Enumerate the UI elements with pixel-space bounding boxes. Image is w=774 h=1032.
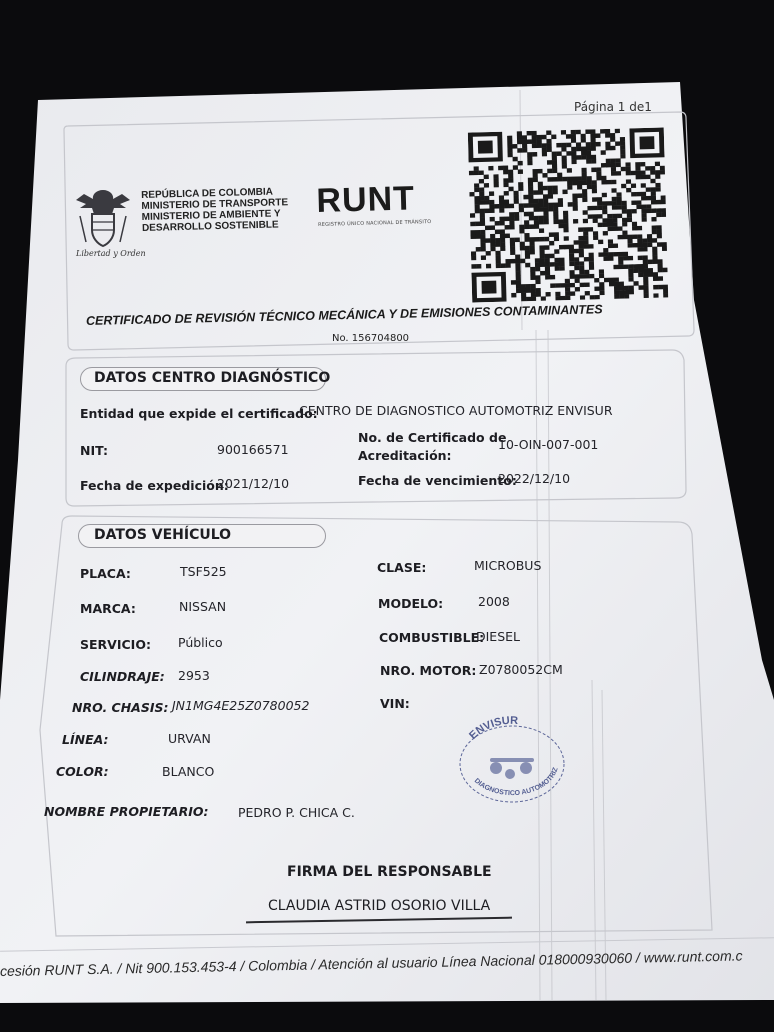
marca-label: MARCA: [80, 601, 136, 616]
nit-label: NIT: [80, 443, 108, 458]
cilindraje-label: CILINDRAJE: [80, 669, 165, 684]
gov-line: MINISTERIO DE TRANSPORTE [141, 197, 289, 212]
footer-text: cesión RUNT S.A. / Nit 900.153.453-4 / Colombia / Atención al usuario Línea Nacional 018000930060 / www.runt.com.c [0, 947, 743, 979]
modelo-value: 2008 [478, 594, 510, 609]
placa-label: PLACA: [80, 566, 131, 581]
signature-title: FIRMA DEL RESPONSABLE [287, 864, 492, 880]
stamp-text-bottom: DIAGNOSTICO AUTOMOTRIZ [472, 766, 560, 798]
vencimiento-label: Fecha de vencimiento: [358, 473, 517, 488]
motto-text: Libertad y Orden [76, 249, 146, 258]
linea-label: LÍNEA: [62, 732, 109, 747]
section-title-vehiculo: DATOS VEHÍCULO [94, 527, 232, 543]
acreditacion-value: 10-OIN-007-001 [498, 437, 599, 452]
svg-text:ENVISUR [467, 715, 518, 742]
chasis-value: JN1MG4E25Z0780052 [172, 698, 310, 713]
signature-name: CLAUDIA ASTRID OSORIO VILLA [268, 898, 491, 914]
svg-text:DIAGNOSTICO AUTOMOTRIZ [473, 766, 560, 797]
servicio-label: SERVICIO: [80, 637, 151, 652]
combustible-value: DIESEL [476, 629, 521, 644]
combustible-label: COMBUSTIBLE: [379, 630, 485, 645]
envisur-stamp [446, 710, 576, 806]
colombia-coat-of-arms-icon [72, 186, 134, 250]
gov-line: MINISTERIO DE AMBIENTE Y [141, 208, 281, 223]
clase-value: MICROBUS [474, 558, 542, 573]
section-title-centro: DATOS CENTRO DIAGNÓSTICO [94, 370, 331, 386]
certificate-title: CERTIFICADO DE REVISIÓN TÉCNICO MECÁNICA Y DE EMISIONES CONTAMINANTES [85, 302, 603, 328]
gov-line: DESARROLLO SOSTENIBLE [141, 219, 279, 234]
certificate-number: No. 156704800 [332, 333, 410, 344]
motor-label: NRO. MOTOR: [380, 663, 477, 678]
marca-value: NISSAN [179, 599, 227, 614]
page-number: Página 1 de1 [574, 100, 652, 114]
nit-value: 900166571 [217, 442, 289, 457]
entidad-value: CENTRO DE DIAGNOSTICO AUTOMOTRIZ ENVISUR [299, 403, 613, 418]
expedicion-label: Fecha de expedición: [80, 478, 229, 493]
government-entities [141, 186, 289, 234]
servicio-value: Público [178, 635, 223, 650]
clase-label: CLASE: [377, 560, 427, 575]
vencimiento-value: 2022/12/10 [498, 471, 571, 486]
propietario-label: NOMBRE PROPIETARIO: [44, 804, 209, 819]
runt-logo: RUNT [316, 179, 416, 220]
chasis-label: NRO. CHASIS: [72, 700, 169, 715]
placa-value: TSF525 [180, 564, 227, 579]
expedicion-value: 2021/12/10 [217, 476, 290, 491]
color-value: BLANCO [162, 764, 215, 779]
gov-line: REPÚBLICA DE COLOMBIA [141, 186, 274, 201]
acreditacion-label-line1: No. de Certificado de [358, 430, 507, 445]
vin-label: VIN: [380, 696, 410, 711]
signature-line [246, 917, 512, 924]
motor-value: Z0780052CM [479, 662, 563, 677]
cilindraje-value: 2953 [178, 668, 210, 683]
linea-value: URVAN [168, 731, 211, 746]
color-label: COLOR: [56, 764, 109, 779]
stamp-text-top: ENVISUR [467, 714, 519, 742]
runt-subtitle: REGISTRO ÚNICO NACIONAL DE TRÁNSITO [318, 219, 432, 228]
entidad-label: Entidad que expide el certificado: [80, 406, 318, 421]
qr-code-icon [468, 127, 668, 302]
modelo-label: MODELO: [378, 596, 444, 611]
propietario-value: PEDRO P. CHICA C. [238, 805, 355, 820]
acreditacion-label-line2: Acreditación: [358, 448, 452, 463]
